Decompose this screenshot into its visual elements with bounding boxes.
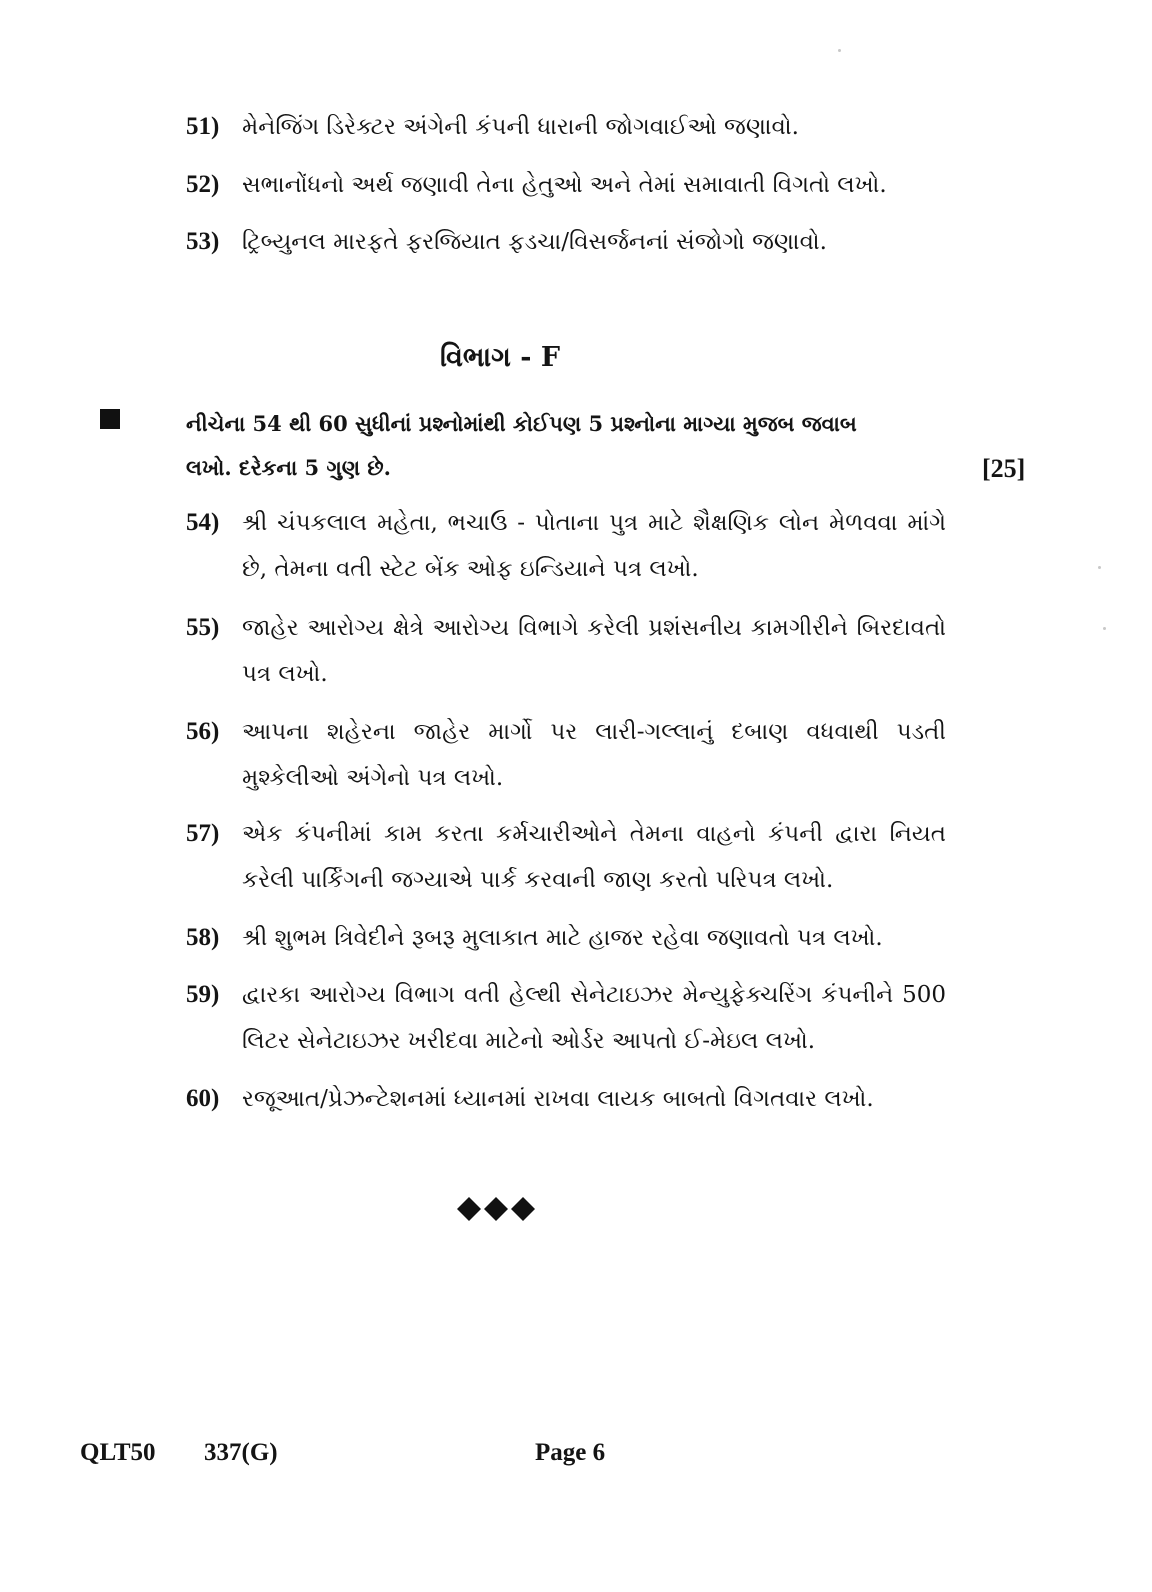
scan-speck xyxy=(1103,627,1106,630)
question-text: ટ્રિબ્યુનલ મારફતે ફરજિયાત ફડચા/વિસર્જનનાં સંજોગો જણાવો. xyxy=(242,229,827,255)
question-text: સભાનોંધનો અર્થ જણાવી તેના હેતુઓ અને તેમાં સમાવાતી વિગતો લખો. xyxy=(242,172,887,198)
question-57 xyxy=(186,811,946,903)
question-59 xyxy=(186,972,946,1064)
question-51 xyxy=(186,104,946,150)
question-60 xyxy=(186,1076,946,1122)
question-text: જાહેર આરોગ્ય ક્ષેત્રે આરોગ્ય વિભાગે કરેલી પ્રશંસનીય કામગીરીને બિરદાવતો પત્ર લખો. xyxy=(242,615,946,687)
question-55 xyxy=(186,605,946,697)
question-text: એક કંપનીમાં કામ કરતા કર્મચારીઓને તેમના વાહનો કંપની દ્વારા નિયત કરેલી પાર્કિંગની જગ્યાએ પાર્ક કરવાની જાણ કરતો પરિપત્ર લખો. xyxy=(242,821,946,893)
question-number: 57) xyxy=(186,820,220,847)
question-text: મેનેજિંગ ડિરેક્ટર અંગેની કંપની ધારાની જોગવાઈઓ જણાવો. xyxy=(242,114,799,140)
question-number: 54) xyxy=(186,509,220,536)
scan-speck xyxy=(1098,566,1101,569)
footer-paper: 337(G) xyxy=(204,1439,278,1466)
question-number: 56) xyxy=(186,718,220,745)
question-number: 51) xyxy=(186,113,220,140)
scan-speck xyxy=(838,49,841,52)
question-number: 52) xyxy=(186,171,220,198)
question-text: આપના શહેરના જાહેર માર્ગો પર લારી-ગલ્લાનું દબાણ વધવાથી પડતી મુશ્કેલીઓ અંગેનો પત્ર લખો. xyxy=(242,719,946,791)
question-number: 59) xyxy=(186,981,220,1008)
question-text: દ્વારકા આરોગ્ય વિભાગ વતી હેલ્થી સેનેટાઇઝર મેન્યુફેક્ચરિંગ કંપનીને 500 લિટર સેનેટાઇઝર ખરીદવા માટેનો ઓર્ડર આપતો ઈ-મેઇલ લખો. xyxy=(242,982,946,1054)
question-text: શ્રી ચંપકલાલ મહેતા, ભચાઉ - પોતાના પુત્ર માટે શૈક્ષણિક લોન મેળવવા માંગે છે, તેમના વતી સ્ટેટ બેંક ઓફ ઇન્ડિયાને પત્ર લખો. xyxy=(242,510,946,582)
question-text: રજૂઆત/પ્રેઝન્ટેશનમાં ધ્યાનમાં રાખવા લાયક બાબતો વિગતવાર લખો. xyxy=(242,1086,874,1112)
question-52 xyxy=(186,162,946,208)
question-58 xyxy=(186,915,946,961)
square-bullet-icon xyxy=(100,409,120,429)
footer-code: QLT50 xyxy=(80,1439,156,1466)
question-text: શ્રી શુભમ ત્રિવેદીને રૂબરૂ મુલાકાત માટે હાજર રહેવા જણાવતો પત્ર લખો. xyxy=(242,925,883,951)
section-instruction: નીચેના 54 થી 60 સુધીનાં પ્રશ્નોમાંથી કોઈપણ 5 પ્રશ્નોના માગ્યા મુજબ જવાબ લખો. દરેકના 5 ગુણ છે. xyxy=(186,411,857,480)
question-54 xyxy=(186,500,946,592)
question-53 xyxy=(186,219,946,265)
section-title: વિભાગ - F xyxy=(440,342,561,373)
question-number: 55) xyxy=(186,614,220,641)
question-number: 60) xyxy=(186,1085,220,1112)
footer-page: Page 6 xyxy=(535,1439,606,1466)
question-56 xyxy=(186,709,946,801)
end-diamonds-icon xyxy=(456,1194,556,1224)
question-number: 58) xyxy=(186,924,220,951)
section-marks: [25] xyxy=(982,454,1026,483)
question-number: 53) xyxy=(186,228,220,255)
